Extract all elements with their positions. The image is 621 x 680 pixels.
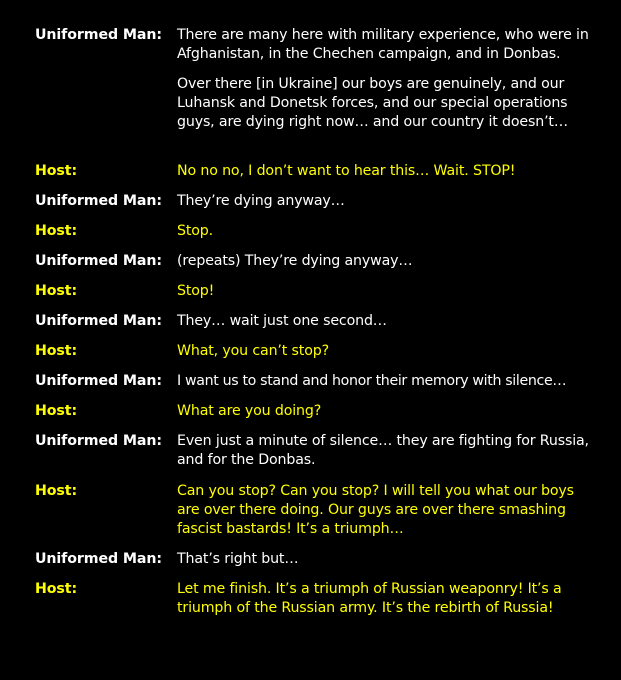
speech-paragraph: Stop!: [177, 283, 215, 299]
speech-text: [177, 312, 595, 331]
speech-text: [177, 432, 595, 470]
speech-text: [177, 252, 595, 271]
transcript-line-6: [35, 282, 595, 301]
speech-text: [177, 282, 595, 301]
speech-text: [177, 162, 595, 181]
transcript-line-13: [35, 550, 595, 569]
speech-paragraph: Let me finish. It’s a triumph of Russian weaponry! It’s a triumph of the Russian army. It’s the rebirth of Russia!: [177, 581, 562, 616]
speaker-label: Host:: [35, 483, 78, 499]
speech-text: [177, 580, 595, 618]
speech-paragraph: No no no, I don’t want to hear this… Wait. STOP!: [177, 163, 516, 179]
speech-paragraph: What are you doing?: [177, 403, 322, 419]
transcript-line-8: [35, 342, 595, 361]
speech-text: [177, 482, 595, 539]
speaker-label: Host:: [35, 403, 78, 419]
transcript-line-11: [35, 432, 595, 470]
transcript: [35, 26, 595, 618]
transcript-line-3: [35, 192, 595, 211]
speech-text: [177, 550, 595, 569]
speech-paragraph: What, you can’t stop?: [177, 343, 329, 359]
speech-text: [177, 342, 595, 361]
speaker-label: Uniformed Man:: [35, 193, 162, 209]
speaker-label: Host:: [35, 343, 78, 359]
speech-paragraph: Even just a minute of silence… they are fighting for Russia, and for the Donbas.: [177, 433, 589, 468]
speaker-label: Uniformed Man:: [35, 253, 162, 269]
speech-paragraph: They… wait just one second…: [177, 313, 387, 329]
speaker-label: Host:: [35, 581, 78, 597]
speech-paragraph: (repeats) They’re dying anyway…: [177, 253, 413, 269]
speech-paragraph: They’re dying anyway…: [177, 193, 345, 209]
speaker-label: Uniformed Man:: [35, 433, 162, 449]
transcript-line-10: [35, 402, 595, 421]
speech-text: [177, 222, 595, 241]
transcript-line-1: [35, 26, 595, 132]
speech-text: [177, 26, 595, 132]
transcript-line-5: [35, 252, 595, 271]
transcript-line-2: [35, 162, 595, 181]
transcript-line-4: [35, 222, 595, 241]
speaker-label: Uniformed Man:: [35, 27, 162, 43]
transcript-line-14: [35, 580, 595, 618]
speech-text: [177, 372, 595, 391]
speech-paragraph: That’s right but…: [177, 551, 299, 567]
speech-paragraph: Stop.: [177, 223, 214, 239]
speech-paragraph: Can you stop? Can you stop? I will tell you what our boys are over there doing. Our guys are over there smashing fascist bastards! It’s a triumph…: [177, 483, 574, 537]
transcript-line-9: [35, 372, 595, 391]
speech-paragraph: Over there [in Ukraine] our boys are genuinely, and our Luhansk and Donetsk forces, and our special operations guys, are dying right now… and our country it doesn’t…: [177, 76, 568, 130]
speaker-label: Host:: [35, 163, 78, 179]
transcript-line-12: [35, 482, 595, 539]
speaker-label: Host:: [35, 223, 78, 239]
speech-text: [177, 192, 595, 211]
speaker-label: Uniformed Man:: [35, 551, 162, 567]
speaker-label: Uniformed Man:: [35, 313, 162, 329]
speaker-label: Host:: [35, 283, 78, 299]
speech-text: [177, 402, 595, 421]
speech-paragraph: There are many here with military experience, who were in Afghanistan, in the Chechen campaign, and in Donbas.: [177, 27, 589, 62]
speaker-label: Uniformed Man:: [35, 373, 162, 389]
speech-paragraph: I want us to stand and honor their memory with silence…: [177, 373, 567, 389]
transcript-line-7: [35, 312, 595, 331]
